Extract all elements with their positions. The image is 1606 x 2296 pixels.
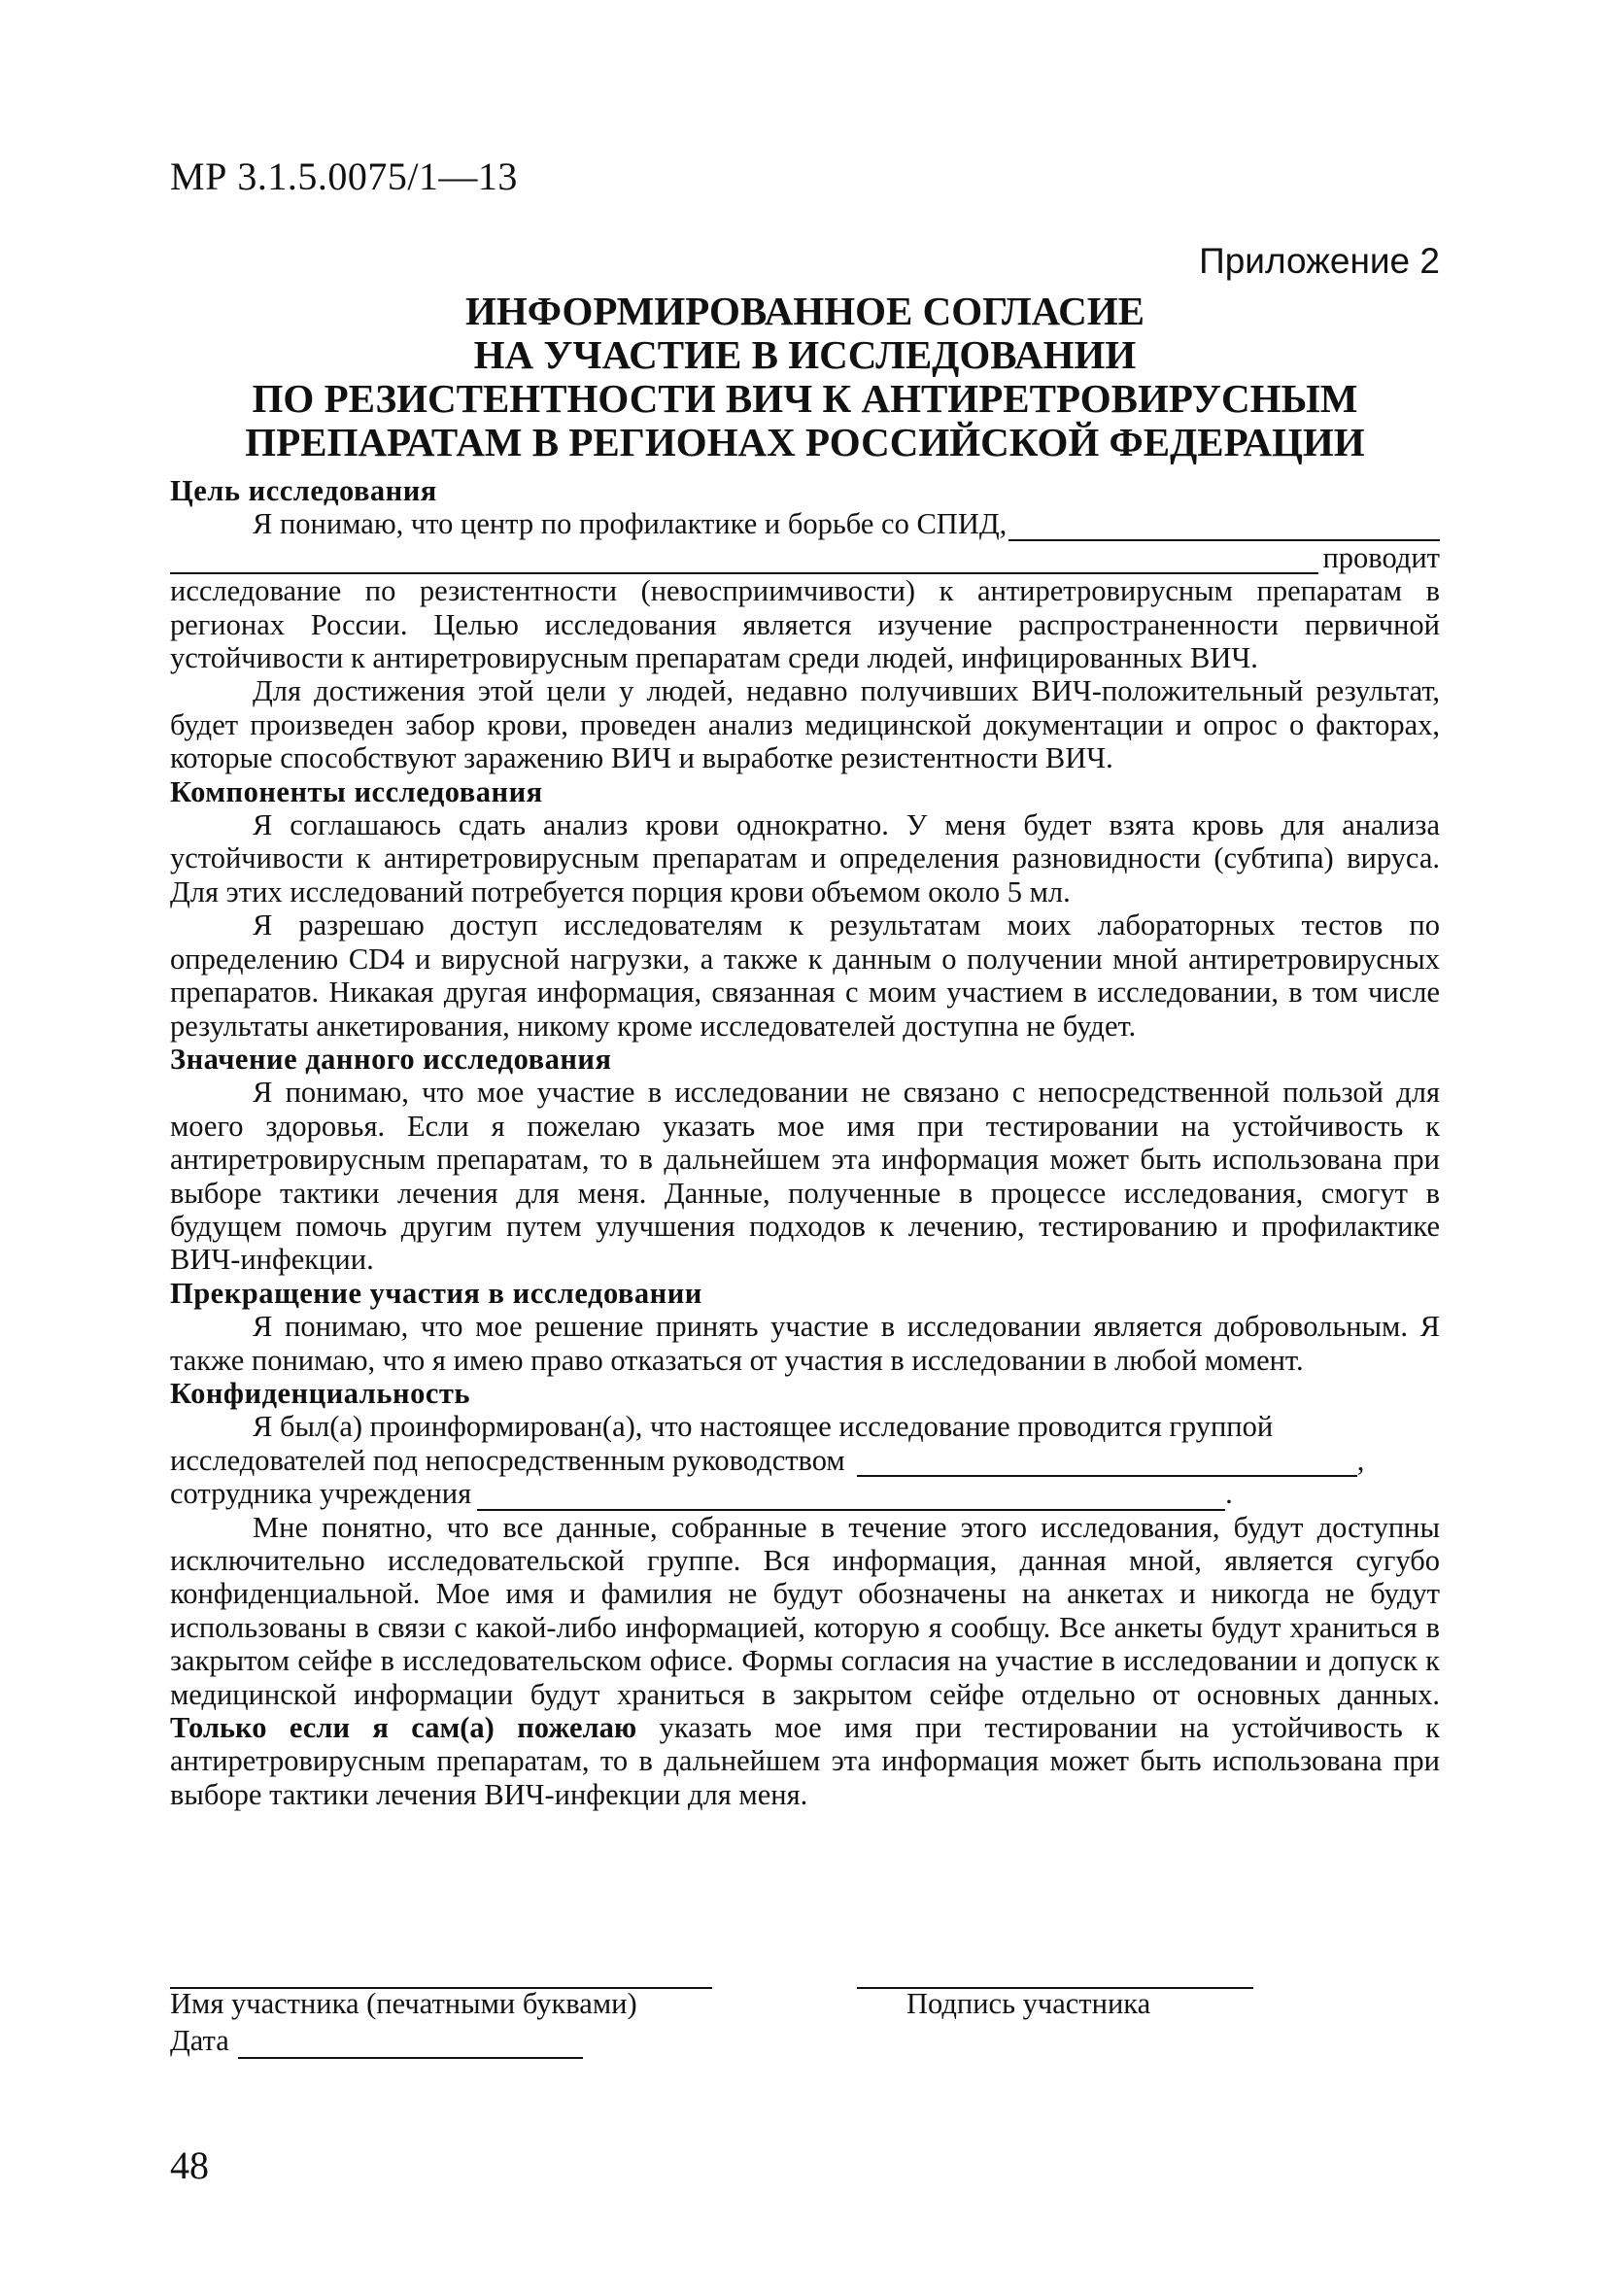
section-heading-termination: Прекращение участия в исследовании xyxy=(170,1276,702,1310)
confidentiality-paragraph-2 xyxy=(170,1511,1440,1812)
staff-blank[interactable] xyxy=(477,1486,1225,1511)
appendix-label: Приложение 2 xyxy=(1199,241,1440,281)
staff-text: сотрудника учреждения xyxy=(170,1477,472,1511)
confidentiality-regular-text: Мне понятно, что все данные, собранные в течение этого исследования, будут доступны исключительно исследовательской группе. Вся информация, данная мной, является сугубо конфиденциальной. Мое имя и фамилия не будут обозначены на анкетах и никогда не будут использованы в связи с какой-либо информацией, которую я сообщу. Все анкеты будут храниться в закрытом сейфе в исследовательском офисе. Формы согласия на участие в исследовании и допуск к медицинской информации будут храниться в закрытом сейфе отдельно от основных данных. xyxy=(170,1510,1440,1711)
document-title xyxy=(170,290,1440,464)
section-heading-purpose: Цель исследования xyxy=(170,474,437,507)
supervisor-line xyxy=(170,1444,1440,1477)
date-line[interactable] xyxy=(238,2057,583,2059)
participant-signature-label: Подпись участника xyxy=(906,1987,1151,2020)
staff-period: . xyxy=(1225,1477,1233,1511)
aids-center-blank[interactable] xyxy=(1008,516,1440,541)
signature-block xyxy=(170,1975,1440,2082)
purpose-paragraph-2: Для достижения этой цели у людей, недавно получивших ВИЧ-положительный результат, будет произведен забор крови, проведен анализ медицинской документации и опрос о факторах, которые способствуют заражению ВИЧ и выработке резистентности ВИЧ. xyxy=(170,674,1440,775)
components-paragraph-2: Я разрешаю доступ исследователям к результатам моих лабораторных тестов по определению CD4 и вирусной нагрузки, а также к данным о получении мной антиретровирусных препаратов. Никакая другая информация, связанная с моим участием в исследовании, в том числе результаты анкетирования, никому кроме исследователей доступна не будет. xyxy=(170,908,1440,1043)
aids-center-line xyxy=(170,507,1440,540)
termination-paragraph: Я понимаю, что мое решение принять участие в исследовании является добровольным. Я также понимаю, что я имею право отказаться от участия в исследовании в любой момент. xyxy=(170,1310,1440,1377)
document-code: МР 3.1.5.0075/1—13 xyxy=(170,154,518,198)
page-number: 48 xyxy=(170,2143,209,2187)
section-heading-significance: Значение данного исследования xyxy=(170,1042,612,1076)
title-line: ИНФОРМИРОВАННОЕ СОГЛАСИЕ xyxy=(465,289,1145,333)
title-line: ПО РЕЗИСТЕНТНОСТИ ВИЧ К АНТИРЕТРОВИРУСНЫМ xyxy=(252,376,1358,421)
confidentiality-tail-text: указать мое имя при тестировании на устойчивость к антиретровирусным препаратам, то в дальнейшем эта информация может быть использована при выборе тактики лечения ВИЧ-инфекции для меня. xyxy=(170,1711,1441,1811)
staff-line xyxy=(170,1477,1440,1510)
consent-body xyxy=(170,474,1440,1811)
supervisor-text: исследователей под непосредственным руководством xyxy=(170,1443,845,1477)
title-line: НА УЧАСТИЕ В ИССЛЕДОВАНИИ xyxy=(473,332,1137,377)
title-line: ПРЕПАРАТАМ В РЕГИОНАХ РОССИЙСКОЙ ФЕДЕРАЦИИ xyxy=(245,420,1365,464)
section-heading-components: Компоненты исследования xyxy=(170,774,543,808)
section-heading-confidentiality: Конфиденциальность xyxy=(170,1376,471,1410)
significance-paragraph: Я понимаю, что мое участие в исследовании не связано с непосредственной пользой для моего здоровья. Если я пожелаю указать мое имя при тестировании на устойчивость к антиретровирусным препаратам, то в дальнейшем эта информация может быть использована при выборе тактики лечения для меня. Данные, полученные в процессе исследования, смогут в будущем помочь другим путем улучшения подходов к лечению, тестированию и профилактике ВИЧ-инфекции. xyxy=(170,1076,1440,1277)
aids-center-line-2 xyxy=(170,541,1440,574)
supervisor-comma: , xyxy=(1356,1443,1365,1477)
date-label: Дата xyxy=(170,2024,229,2057)
components-paragraph: Я соглашаюсь сдать анализ крови однократно. У меня будет взята кровь для анализа устойчивости к антиретровирусным препаратам и определения разновидности (субтипа) вируса. Для этих исследований потребуется порция крови объемом около 5 мл. xyxy=(170,808,1440,908)
supervisor-blank[interactable] xyxy=(857,1452,1357,1477)
aids-center-text: Я понимаю, что центр по профилактике и борьбе со СПИД, xyxy=(253,507,1008,541)
participant-name-label: Имя участника (печатными буквами) xyxy=(170,1987,637,2020)
aids-center-blank-2[interactable] xyxy=(170,549,1318,574)
conducts-text: проводит xyxy=(1322,540,1440,574)
purpose-paragraph: исследование по резистентности (невосприимчивости) к антиретровирусным препаратам в регионах России. Целью исследования является изучение распространенности первичной устойчивости к антиретровирусным препаратам среди людей, инфицированных ВИЧ. xyxy=(170,574,1440,675)
confidentiality-paragraph: Я был(а) проинформирован(а), что настоящее исследование проводится группой xyxy=(253,1410,1274,1444)
confidentiality-bold-text: Только если я сам(а) пожелаю xyxy=(170,1711,637,1745)
